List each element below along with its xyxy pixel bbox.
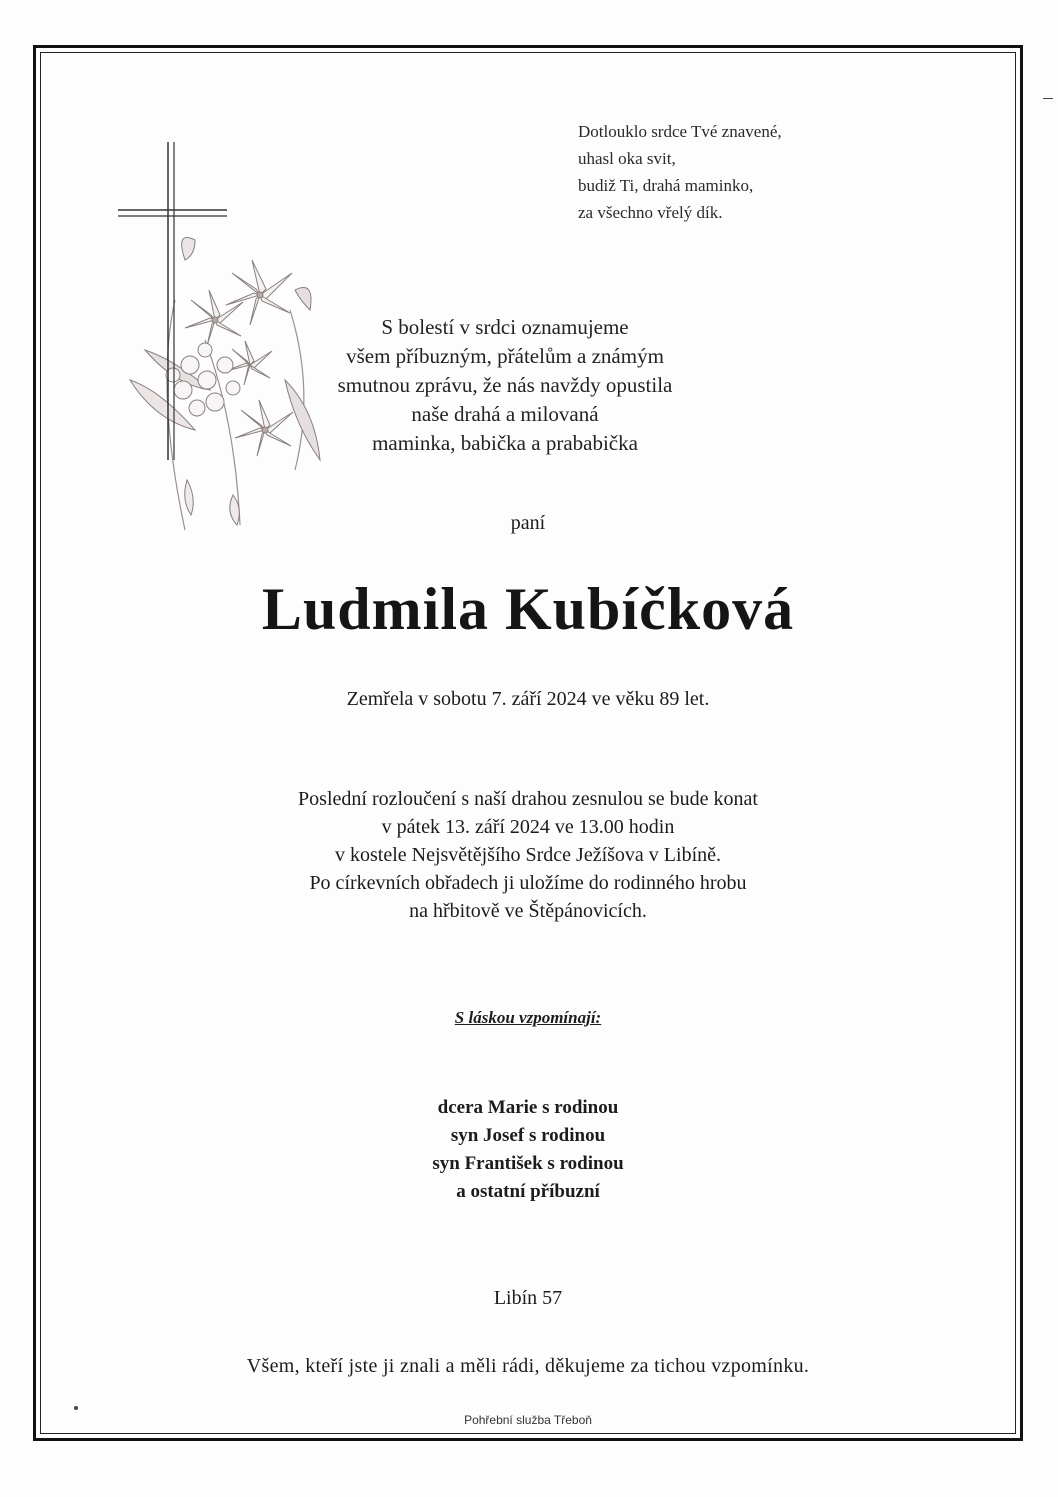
announcement-line: naše drahá a milovaná [411,402,599,426]
funeral-line: Poslední rozloučení s naší drahou zesnulou se bude konat [298,788,758,810]
mourner: dcera Marie s rodinou [437,1097,619,1118]
funeral-service-credit: Pohřební služba Třeboň [464,1413,592,1427]
honorific: paní [510,512,546,534]
announcement-line: S bolestí v srdci oznamujeme [381,315,629,339]
scan-mark [1043,98,1053,99]
announcement-line: maminka, babička a prababička [372,431,638,455]
deceased-name: Ludmila Kubíčková [261,576,795,642]
address: Libín 57 [493,1287,563,1309]
funeral-line: v kostele Nejsvětějšího Srdce Ježíšova v Libíně. [334,844,721,866]
poem-line: budiž Ti, drahá maminko, [578,176,754,195]
death-notice: Zemřela v sobotu 7. září 2024 ve věku 89 let. [346,688,710,710]
poem-line: uhasl oka svit, [578,149,676,168]
funeral-details [40,785,1016,925]
memory-heading: S láskou vzpomínají: [454,1008,602,1027]
mourners-list [40,1094,1016,1206]
thanks-note: Všem, kteří jste ji znali a měli rádi, děkujeme za tichou vzpomínku. [246,1355,810,1377]
mourner: syn Josef s rodinou [450,1125,606,1146]
mourner: syn František s rodinou [432,1153,624,1174]
poem [578,118,878,226]
funeral-line: v pátek 13. září 2024 ve 13.00 hodin [381,816,675,838]
poem-line: za všechno vřelý dík. [578,203,723,222]
announcement-line: smutnou zprávu, že nás navždy opustila [337,373,673,397]
poem-line: Dotlouklo srdce Tvé znavené, [578,122,782,141]
mourner: a ostatní příbuzní [456,1181,600,1202]
scan-speck [74,1406,78,1410]
funeral-line: Po církevních obřadech ji uložíme do rodinného hrobu [309,872,747,894]
announcement [260,313,750,458]
funeral-line: na hřbitově ve Štěpánovicích. [409,900,647,922]
announcement-line: všem příbuzným, přátelům a známým [346,344,664,368]
